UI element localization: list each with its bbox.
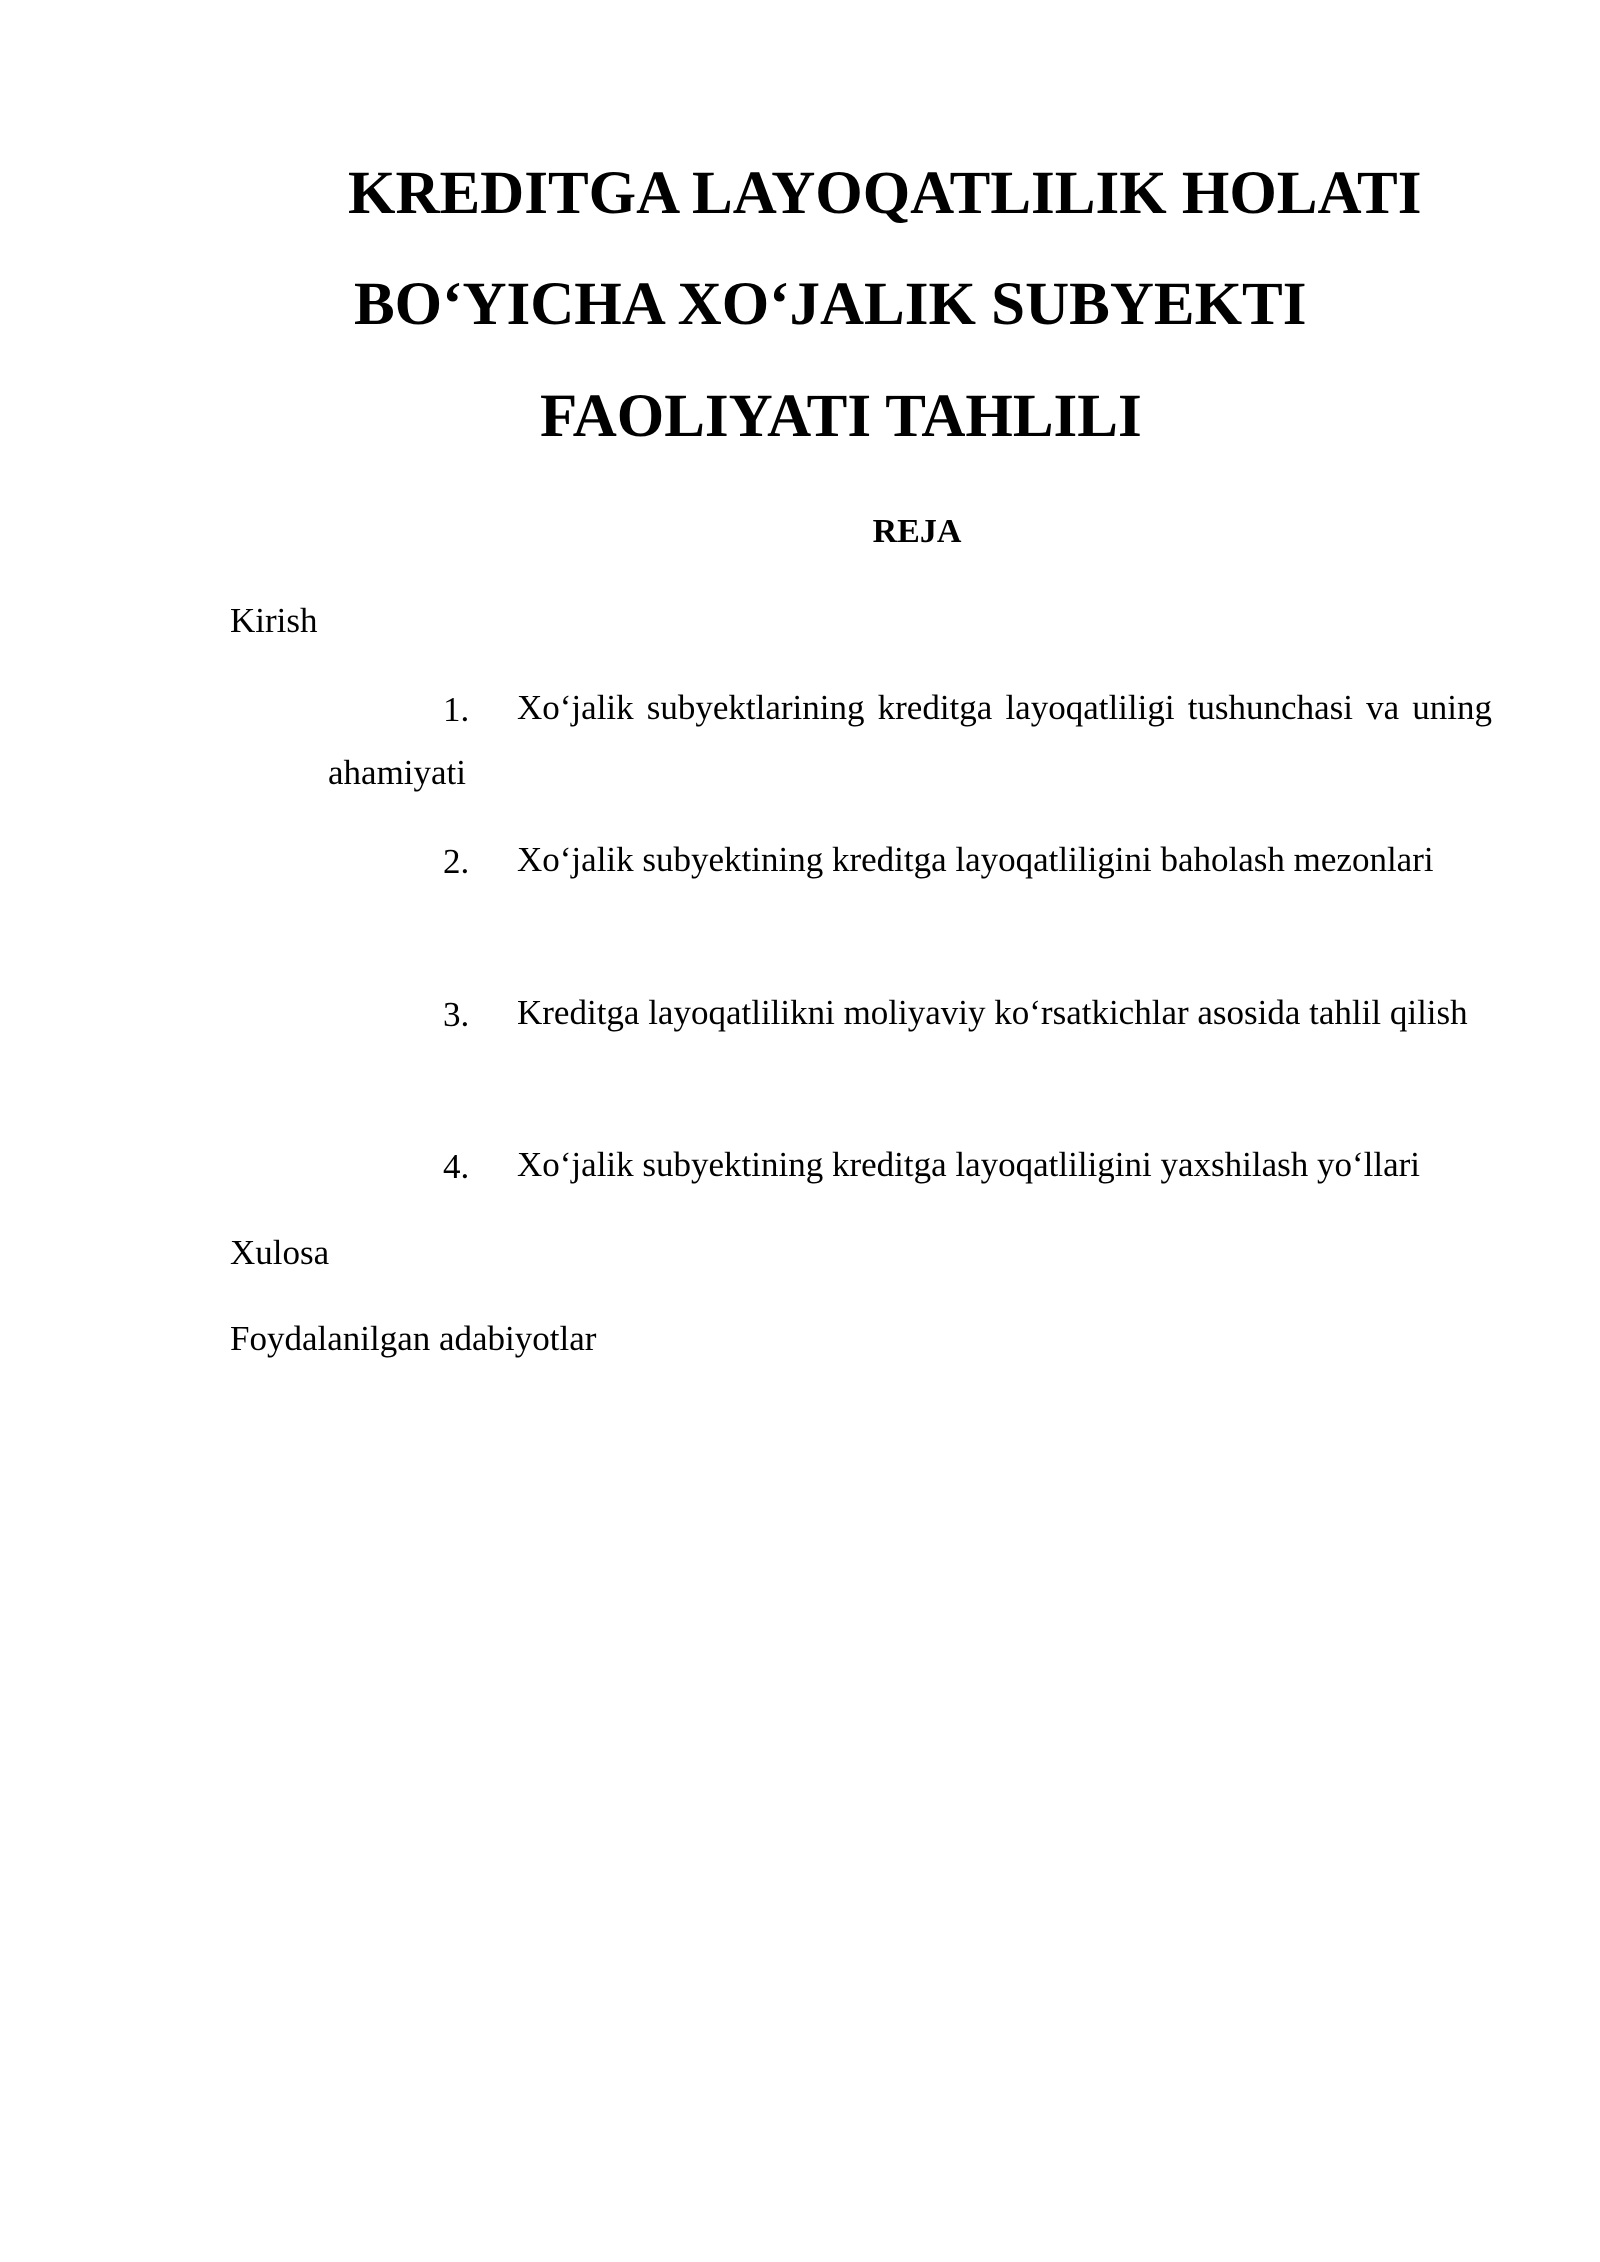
plan-item-1-text: Xo‘jalik subyektlarining kreditga layoqatliligi tushunchasi va uning ahamiyati: [328, 688, 1492, 792]
plan-heading: REJA: [872, 513, 962, 550]
plan-item-4-number: 4.: [443, 1147, 470, 1186]
intro-entry: Kirish: [230, 601, 318, 640]
document-title-line-2: BO‘YICHA XO‘JALIK SUBYEKTI: [354, 271, 1307, 338]
plan-item-2-text: Xo‘jalik subyektining kreditga layoqatliligini baholash mezonlari: [517, 840, 1434, 879]
plan-item-1-number: 1.: [443, 690, 470, 729]
plan-item-2-number: 2.: [443, 842, 470, 881]
references-entry: Foydalanilgan adabiyotlar: [230, 1319, 597, 1358]
plan-item-4-text: Xo‘jalik subyektining kreditga layoqatliligini yaxshilash yo‘llari: [517, 1145, 1421, 1184]
document-title-line-3: FAOLIYATI TAHLILI: [540, 383, 1142, 450]
document-title-line-1: KREDITGA LAYOQATLILIK HOLATI: [348, 160, 1422, 227]
plan-item-3-number: 3.: [443, 995, 470, 1034]
conclusion-entry: Xulosa: [230, 1233, 330, 1272]
plan-item-3-text: Kreditga layoqatlilikni moliyaviy ko‘rsatkichlar asosida tahlil qilish: [517, 993, 1468, 1032]
